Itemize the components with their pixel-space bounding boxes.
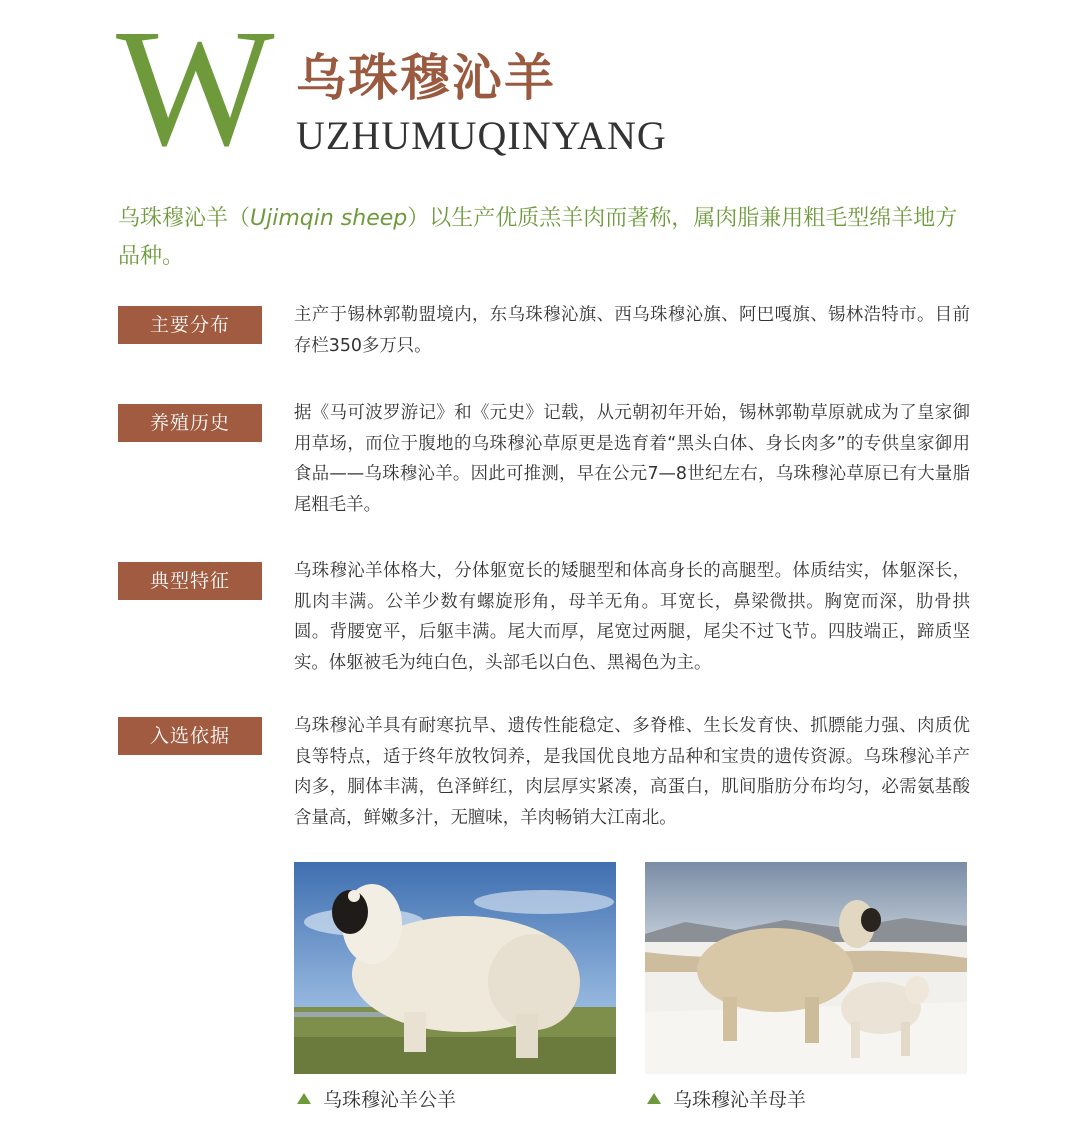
triangle-bullet-icon <box>297 1093 311 1104</box>
section-text: 据《马可波罗游记》和《元史》记载，从元朝初年开始，锡林郭勒草原就成为了皇家御用草场，而位于腹地的乌珠穆沁草原更是选育着“黑头白体、身长肉多”的专供皇家御用食品——乌珠穆沁羊。因此可推测，早在公元7—8世纪左右，乌珠穆沁草原已有大量脂尾粗毛羊。 <box>294 403 970 515</box>
caption-ram <box>297 1086 456 1114</box>
page-title: 乌珠穆沁羊 <box>296 49 556 107</box>
intro-text-before: 乌珠穆沁羊（ <box>118 206 251 231</box>
photo-ram <box>294 862 616 1074</box>
caption-ewe <box>647 1086 806 1114</box>
photo-ewe <box>645 862 967 1074</box>
caption-text: 乌珠穆沁羊母羊 <box>673 1089 807 1111</box>
section-text: 乌珠穆沁羊体格大，分体躯宽长的矮腿型和体高身长的高腿型。体质结实，体躯深长，肌肉丰满。公羊少数有螺旋形角，母羊无角。耳宽长，鼻梁微拱。胸宽而深，肋骨拱圆。背腰宽平，后躯丰满。尾大而厚，尾宽过两腿，尾尖不过飞节。四肢端正，蹄质坚实。体躯被毛为纯白色，头部毛以白色、黑褐色为主。 <box>294 561 970 673</box>
section-label: 主要分布 <box>118 306 262 344</box>
page-subtitle-pinyin: UZHUMUQINYANG <box>296 113 667 158</box>
section-label: 入选依据 <box>118 717 262 755</box>
intro-paragraph <box>118 200 978 276</box>
intro-text-after: ）以生产优质羔羊肉而著称，属肉脂兼用粗毛型绵羊地方品种。 <box>118 206 958 269</box>
section-text: 乌珠穆沁羊具有耐寒抗旱、遗传性能稳定、多脊椎、生长发育快、抓膘能力强、肉质优良等特点，适于终年放牧饲养，是我国优良地方品种和宝贵的遗传资源。乌珠穆沁羊产肉多，胴体丰满，色泽鲜红，肉层厚实紧凑，高蛋白，肌间脂肪分布均匀，必需氨基酸含量高，鲜嫩多汁，无膻味，羊肉畅销大江南北。 <box>294 716 970 828</box>
section-label: 典型特征 <box>118 562 262 600</box>
intro-latin-name: Ujimqin sheep <box>250 206 408 231</box>
triangle-bullet-icon <box>647 1093 661 1104</box>
section-text: 主产于锡林郭勒盟境内，东乌珠穆沁旗、西乌珠穆沁旗、阿巴嘎旗、锡林浩特市。目前存栏350多万只。 <box>294 305 970 356</box>
logo-letter-w: W <box>116 0 269 181</box>
caption-text: 乌珠穆沁羊公羊 <box>323 1089 457 1111</box>
section-label: 养殖历史 <box>118 404 262 442</box>
